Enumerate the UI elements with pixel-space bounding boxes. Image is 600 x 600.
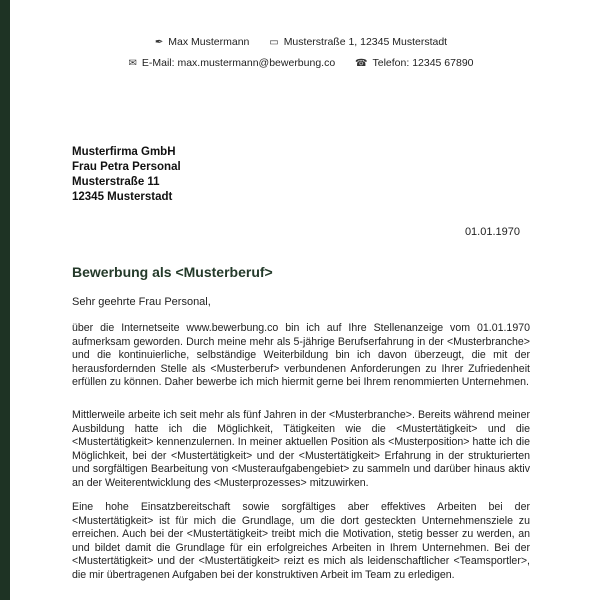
envelope-icon: ✉ xyxy=(128,58,137,69)
body-paragraph: Eine hohe Einsatzbereitschaft sowie sorgfältiges aber effektives Arbeiten bei der <Mustertätigkeit> ist für mich die Grundlage, um die dort gesteckten Unternehmensziele zu erreichen. Auch bei der <Mustertätigkeit> treibt mich die Motivation, stetig besser zu werden, an und bildet damit die Grundlage für ein erfolgreiches Arbeiten in Ihrem Unternehmen. Bei der <Mustertätigkeit> und der <Mustertätigkeit> reizt es mich als leidenschaftlicher <Teamsportler>, die mir übertragenen Aufgaben bei der konstruktiven Arbeit im Team zu erledigen. xyxy=(72,501,530,581)
letter-subject: Bewerbung als <Musterberuf> xyxy=(72,264,273,280)
header-line-2 xyxy=(72,57,530,69)
pen-icon: ✒ xyxy=(154,37,164,48)
header-line-1 xyxy=(72,36,530,48)
recipient-street: Musterstraße 11 xyxy=(72,176,160,188)
salutation: Sehr geehrte Frau Personal, xyxy=(72,296,211,308)
recipient-person: Frau Petra Personal xyxy=(72,161,181,173)
recipient-company: Musterfirma GmbH xyxy=(72,146,176,158)
sender-name: Max Mustermann xyxy=(168,36,250,48)
sender-email: E-Mail: max.mustermann@bewerbung.co xyxy=(141,57,336,69)
sender-address: Musterstraße 1, 12345 Musterstadt xyxy=(283,36,448,48)
recipient-address xyxy=(72,145,181,205)
sender-phone: Telefon: 12345 67890 xyxy=(372,57,474,69)
body-paragraph: Mittlerweile arbeite ich seit mehr als fünf Jahren in der <Musterbranche>. Bereits während meiner Ausbildung hatte ich die Möglichkeit, Tätigkeiten wie die <Mustertätigkeit> und die <Mustertätigkeit> kennenzulernen. In meiner aktuellen Position als <Musterposition> hatte ich die Möglichkeit, bei der <Mustertätigkeit> und der <Mustertätigkeit> Erfahrung in der strukturierten und sorgfältigen Bearbeitung von <Musteraufgabengebiet> zu sammeln und darüber hinaus aktiv an der Weiterentwicklung des <Musterprozesses> mitzuwirken. xyxy=(72,409,530,489)
phone-icon: ☎ xyxy=(355,58,368,69)
address-card-icon: ▭ xyxy=(269,37,279,48)
body-paragraph: über die Internetseite www.bewerbung.co bin ich auf Ihre Stellenanzeige vom 01.01.1970 aufmerksam geworden. Durch meine mehr als 5-jährige Berufserfahrung in der <Musterbranche> und die kontinuierliche, selbständige Weiterbildung bin ich davon überzeugt, die mit der herausfordernden Stelle als <Musterberuf> verbundenen Anforderungen zu Ihrer Zufriedenheit erfüllen zu können. Daher bewerbe ich mich hiermit gerne bei Ihrem renommierten Unternehmen. xyxy=(72,322,530,389)
left-accent-bar xyxy=(0,0,10,600)
recipient-city: 12345 Musterstadt xyxy=(72,191,173,203)
letter-date: 01.01.1970 xyxy=(464,226,520,238)
